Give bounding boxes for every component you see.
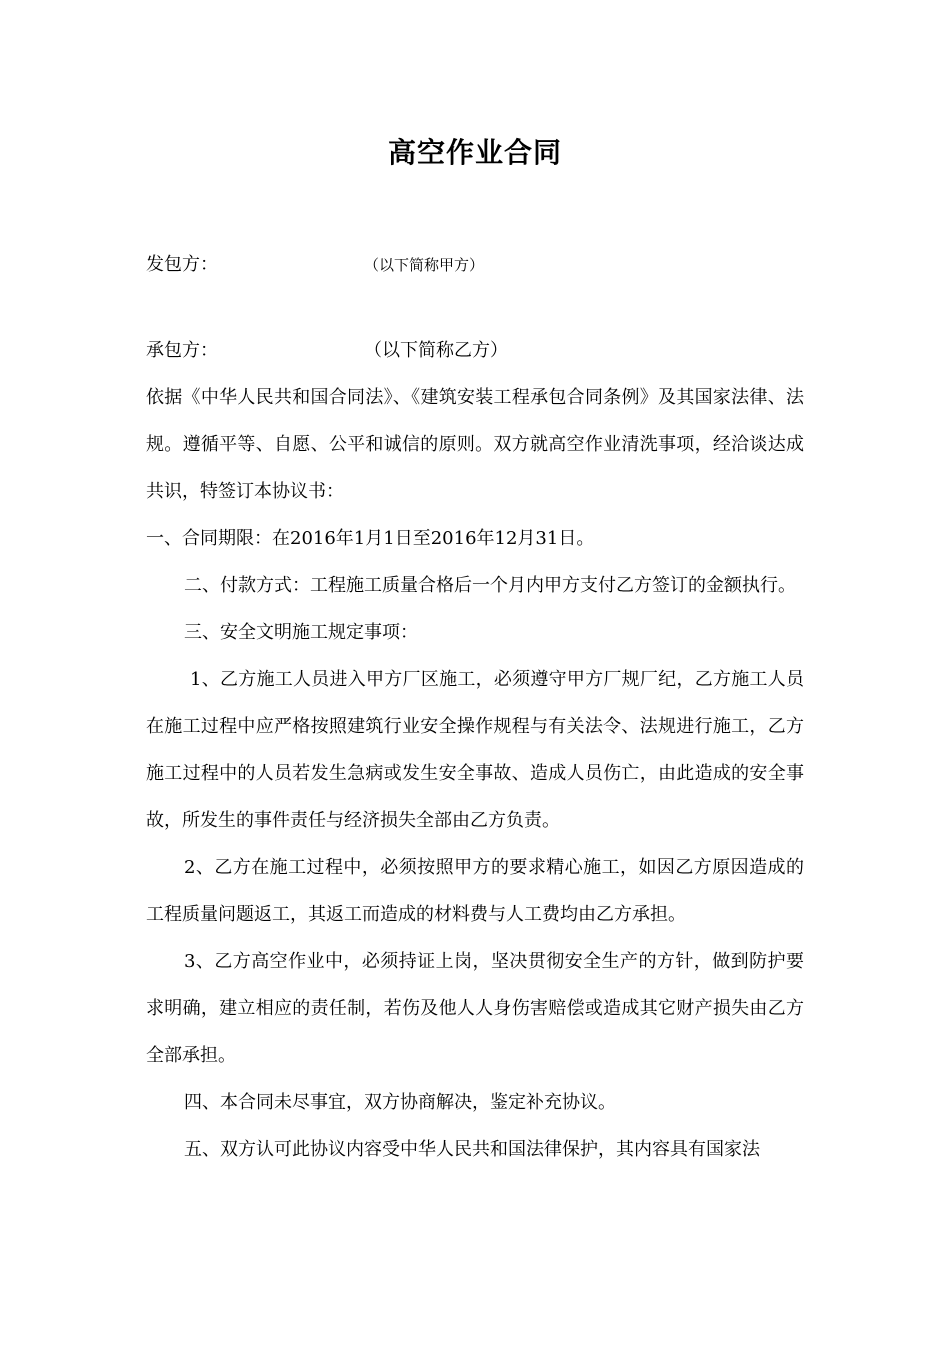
party-b-label: 承包方： — [146, 340, 218, 361]
safety-item-3: 3、乙方高空作业中，必须持证上岗，坚决贯彻安全生产的方针，做到防护要求明确，建立相应的责任制，若伤及他人人身伤害赔偿或造成其它财产损失由乙方全部承担。 — [146, 951, 804, 1066]
preamble-paragraph: 依据《中华人民共和国合同法》、《建筑安装工程承包合同条例》及其国家法律、法规。遵循平等、自愿、公平和诚信的原则。双方就高空作业清洗事项，经洽谈达成共识，特签订本协议书： — [146, 387, 804, 502]
party-a-note: （以下简称甲方） — [364, 256, 485, 274]
safety-item-2: 2、乙方在施工过程中，必须按照甲方的要求精心施工，如因乙方原因造成的工程质量问题返工，其返工而造成的材料费与人工费均由乙方承担。 — [146, 857, 804, 925]
party-a-line — [146, 251, 485, 279]
document-title: 高空作业合同 — [387, 136, 562, 169]
party-b-line — [146, 337, 508, 365]
clause-payment: 二、付款方式：工程施工质量合格后一个月内甲方支付乙方签订的金额执行。 — [184, 575, 796, 596]
party-a-label: 发包方： — [146, 254, 218, 275]
clause-safety-heading: 三、安全文明施工规定事项： — [184, 622, 418, 643]
clause-term: 一、合同期限：在2016年1月1日至2016年12月31日。 — [146, 528, 595, 549]
safety-item-1: 1、乙方施工人员进入甲方厂区施工，必须遵守甲方厂规厂纪，乙方施工人员在施工过程中应严格按照建筑行业安全操作规程与有关法令、法规进行施工，乙方施工过程中的人员若发生急病或发生安全事故、造成人员伤亡，由此造成的安全事故，所发生的事件责任与经济损失全部由乙方负责。 — [146, 669, 804, 831]
contract-body — [146, 374, 804, 1173]
clause-legal-protection: 五、双方认可此协议内容受中华人民共和国法律保护，其内容具有国家法 — [184, 1139, 760, 1160]
clause-supplement: 四、本合同未尽事宜，双方协商解决，鉴定补充协议。 — [184, 1092, 616, 1113]
party-b-note: （以下简称乙方） — [364, 340, 508, 361]
